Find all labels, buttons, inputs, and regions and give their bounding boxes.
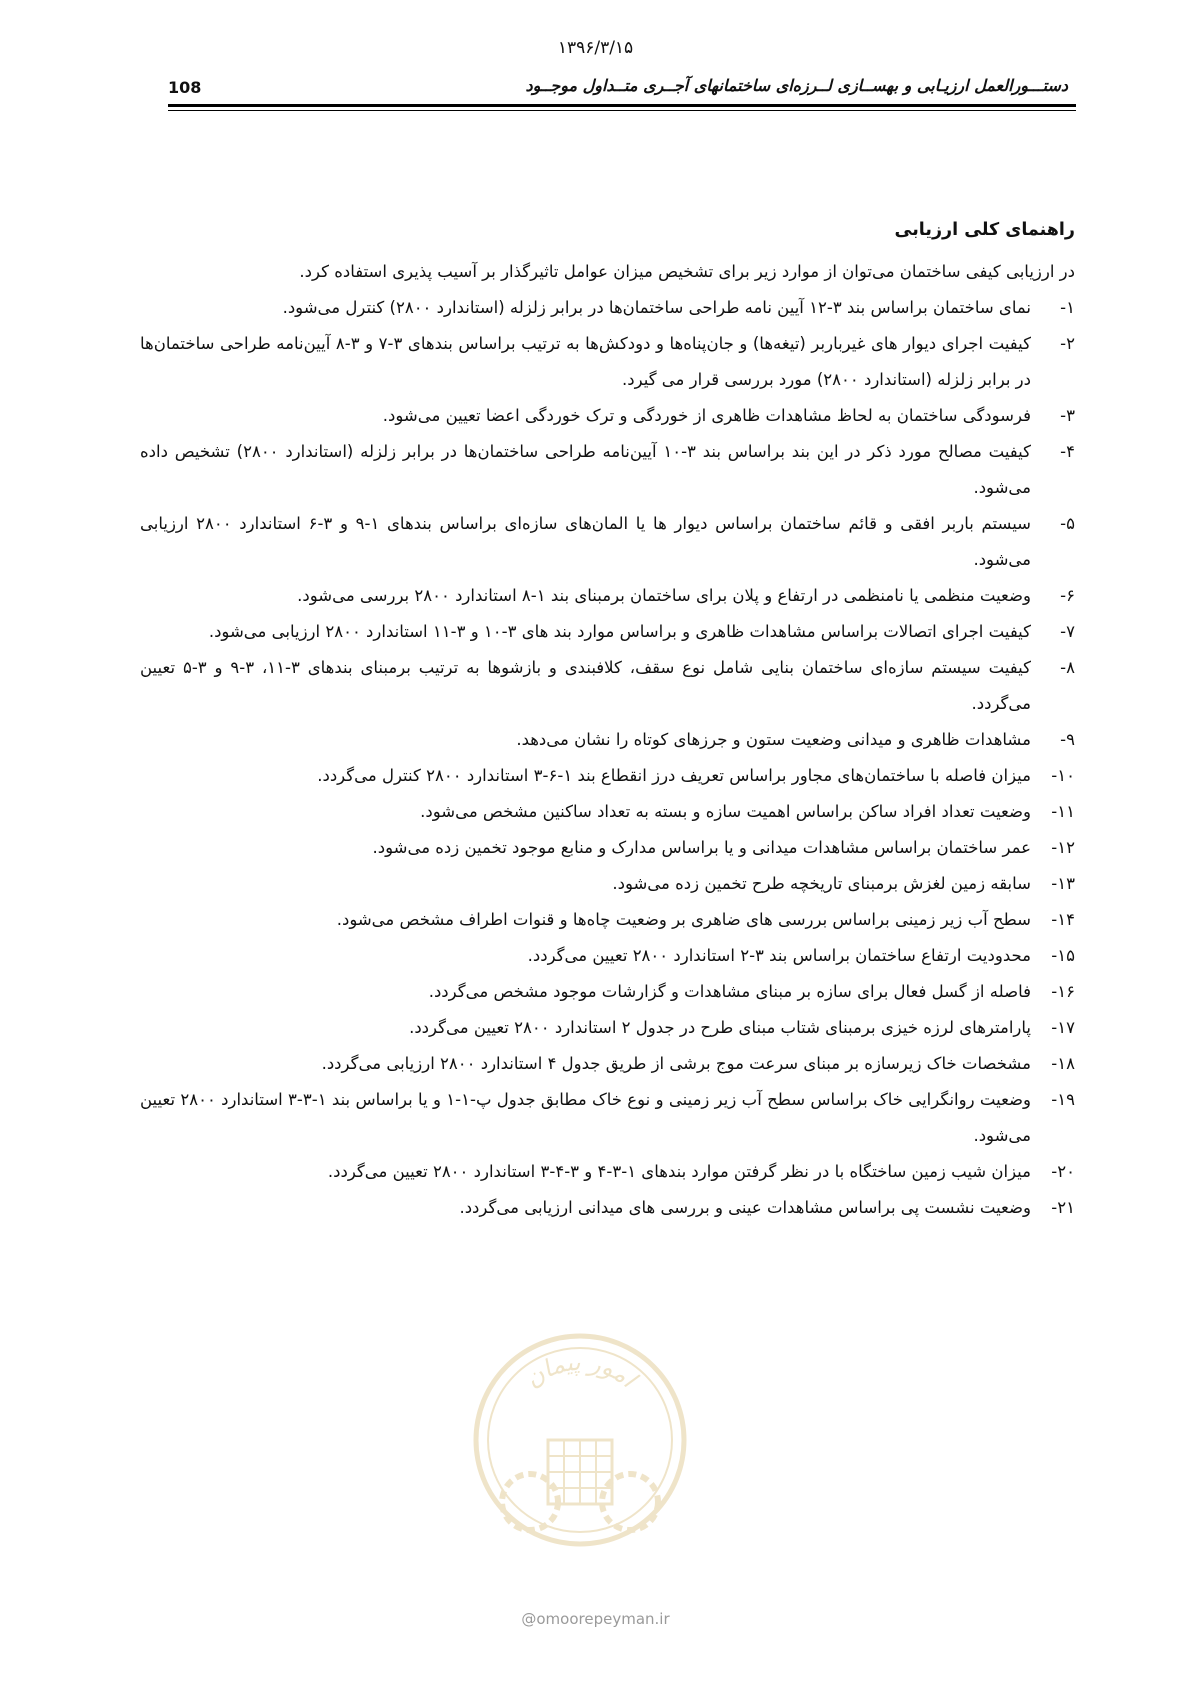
list-item-number: ۵-: [1060, 514, 1075, 533]
list-item-text: فاصله از گسل فعال برای سازه بر مبنای مشاهدات و گزارشات موجود مشخص می‌گردد.: [428, 982, 1031, 1001]
list-item-text: کیفیت اجرای اتصالات براساس مشاهدات ظاهری و براساس موارد بند های ۳-۱۰ و ۳-۱۱ استاندارد ۲۸۰۰ ارزیابی می‌شود.: [208, 622, 1031, 641]
numbered-list: [140, 290, 1075, 1226]
section-title: راهنمای کلی ارزیابی: [894, 220, 1075, 240]
list-item-number: ۱۳-: [1051, 874, 1075, 893]
list-item: [140, 974, 1075, 1010]
list-item: [140, 650, 1075, 722]
list-item-text: کیفیت مصالح مورد ذکر در این بند براساس بند ۳-۱۰ آیین‌نامه طراحی ساختمان‌ها در برابر زلزله (استاندارد ۲۸۰۰) تشخیص داده می‌شود.: [140, 442, 1031, 497]
list-item-number: ۱۶-: [1051, 982, 1075, 1001]
list-item: [140, 902, 1075, 938]
list-item-text: عمر ساختمان براساس مشاهدات میدانی و یا براساس مدارک و منابع موجود تخمین زده می‌شود.: [372, 838, 1031, 857]
list-item: [140, 794, 1075, 830]
list-item: [140, 1010, 1075, 1046]
list-item-number: ۶-: [1060, 586, 1075, 605]
list-item-number: ۱-: [1060, 298, 1075, 317]
list-item-number: ۱۵-: [1051, 946, 1075, 965]
watermark-logo-text: امور پیمان: [519, 1347, 642, 1394]
list-item-number: ۱۰-: [1051, 766, 1075, 785]
list-item-text: وضعیت تعداد افراد ساکن براساس اهمیت سازه و بسته به تعداد ساکنین مشخص می‌شود.: [420, 802, 1031, 821]
list-item-number: ۲-: [1060, 334, 1075, 353]
header-date: ۱۳۹۶/۳/۱۵: [557, 38, 634, 58]
list-item-text: فرسودگی ساختمان به لحاظ مشاهدات ظاهری از خوردگی و ترک خوردگی اعضا تعیین می‌شود.: [382, 406, 1031, 425]
list-item: [140, 1046, 1075, 1082]
list-item: [140, 506, 1075, 578]
list-item: [140, 326, 1075, 398]
list-item-text: نمای ساختمان براساس بند ۳-۱۲ آیین نامه طراحی ساختمان‌ها در برابر زلزله (استاندارد ۲۸۰۰) کنترل می‌شود.: [282, 298, 1031, 317]
list-item-text: سابقه زمین لغزش برمبنای تاریخچه طرح تخمین زده می‌شود.: [612, 874, 1031, 893]
list-item: [140, 1190, 1075, 1226]
list-item-number: ۴-: [1060, 442, 1075, 461]
list-item: [140, 866, 1075, 902]
page-number: 108: [168, 78, 202, 97]
list-item-text: میزان شیب زمین ساختگاه با در نظر گرفتن موارد بندهای ۱-۳-۴ و ۳-۴-۳ استاندارد ۲۸۰۰ تعیین می‌گردد.: [327, 1162, 1031, 1181]
list-item: [140, 758, 1075, 794]
list-item-number: ۳-: [1060, 406, 1075, 425]
watermark-url: @omoorepeyman.ir: [521, 1610, 670, 1628]
list-item: [140, 434, 1075, 506]
running-header: [168, 66, 1068, 106]
list-item: [140, 722, 1075, 758]
list-item: [140, 398, 1075, 434]
list-item-text: میزان فاصله با ساختمان‌های مجاور براساس تعریف درز انقطاع بند ۱-۶-۳ استاندارد ۲۸۰۰ کنترل می‌گردد.: [317, 766, 1031, 785]
list-item-text: سیستم باربر افقی و قائم ساختمان براساس دیوار ها یا المان‌های سازه‌ای براساس بندهای ۱-۹ و ۳-۶ استاندارد ۲۸۰۰ ارزیابی می‌شود.: [140, 514, 1032, 569]
list-item: [140, 1154, 1075, 1190]
list-item-text: سطح آب زیر زمینی براساس بررسی های ضاهری بر وضعیت چاه‌ها و قنوات اطراف مشخص می‌شود.: [336, 910, 1031, 929]
running-header-title: دستـــورالعمل ارزیـابی و بهســازی لــرزه‌ای ساختمانهای آجــری متــداول موجــود: [525, 76, 1068, 95]
list-item-number: ۸-: [1060, 658, 1075, 677]
list-item-number: ۱۱-: [1051, 802, 1075, 821]
list-item-text: وضعیت روانگرایی خاک براساس سطح آب زیر زمینی و نوع خاک مطابق جدول پ-۱-۱ و یا براساس بند ۱-۳-۳ استاندارد ۲۸۰۰ تعیین می‌شود.: [140, 1090, 1032, 1145]
header-rule-thin: [168, 110, 1076, 111]
list-item: [140, 830, 1075, 866]
list-item: [140, 578, 1075, 614]
list-item-number: ۹-: [1060, 730, 1075, 749]
list-item-number: ۷-: [1060, 622, 1075, 641]
list-item-number: ۱۷-: [1051, 1018, 1075, 1037]
list-item-text: وضعیت منظمی یا نامنظمی در ارتفاع و پلان برای ساختمان برمبنای بند ۱-۸ استاندارد ۲۸۰۰ بررسی می‌شود.: [297, 586, 1031, 605]
list-item: [140, 290, 1075, 326]
header-rule-thick: [168, 104, 1076, 107]
list-item-text: پارامترهای لرزه خیزی برمبنای شتاب مبنای طرح در جدول ۲ استاندارد ۲۸۰۰ تعیین می‌گردد.: [409, 1018, 1031, 1037]
list-item-text: کیفیت اجرای دیوار های غیرباربر (تیغه‌ها) و جان‌پناه‌ها و دودکش‌ها به ترتیب براساس بندهای ۳-۷ و ۳-۸ آیین‌نامه طراحی ساختمان‌ها در برابر زلزله (استاندارد ۲۸۰۰) مورد بررسی قرار می گیرد.: [140, 334, 1031, 389]
list-item-text: مشخصات خاک زیرسازه بر مبنای سرعت موج برشی از طریق جدول ۴ استاندارد ۲۸۰۰ ارزیابی می‌گردد.: [321, 1054, 1031, 1073]
list-item-number: ۱۸-: [1051, 1054, 1075, 1073]
svg-text:امور پیمان: [520, 1348, 644, 1395]
list-item-text: کیفیت سیستم سازه‌ای ساختمان بنایی شامل نوع سقف، کلافبندی و بازشوها به ترتیب برمبنای بندهای ۳-۱۱، ۳-۹ و ۳-۵ تعیین می‌گردد.: [140, 658, 1031, 713]
list-item-number: ۱۴-: [1051, 910, 1075, 929]
watermark-logo: [470, 1330, 690, 1550]
list-item-number: ۱۹-: [1051, 1090, 1075, 1109]
document-body: [140, 212, 1075, 1226]
intro-paragraph: در ارزیابی کیفی ساختمان می‌توان از موارد زیر برای تشخیص میزان عوامل تاثیرگذار بر آسیب پذیری استفاده کرد.: [299, 262, 1075, 281]
list-item-text: وضعیت نشست پی براساس مشاهدات عینی و بررسی های میدانی ارزیابی می‌گردد.: [459, 1198, 1031, 1217]
list-item-text: مشاهدات ظاهری و میدانی وضعیت ستون و جرزهای کوتاه را نشان می‌دهد.: [516, 730, 1031, 749]
list-item: [140, 1082, 1075, 1154]
list-item: [140, 938, 1075, 974]
list-item-number: ۱۲-: [1051, 838, 1075, 857]
list-item-number: ۲۰-: [1051, 1162, 1075, 1181]
list-item-number: ۲۱-: [1051, 1198, 1075, 1217]
list-item-text: محدودیت ارتفاع ساختمان براساس بند ۳-۲ استاندارد ۲۸۰۰ تعیین می‌گردد.: [527, 946, 1031, 965]
list-item: [140, 614, 1075, 650]
